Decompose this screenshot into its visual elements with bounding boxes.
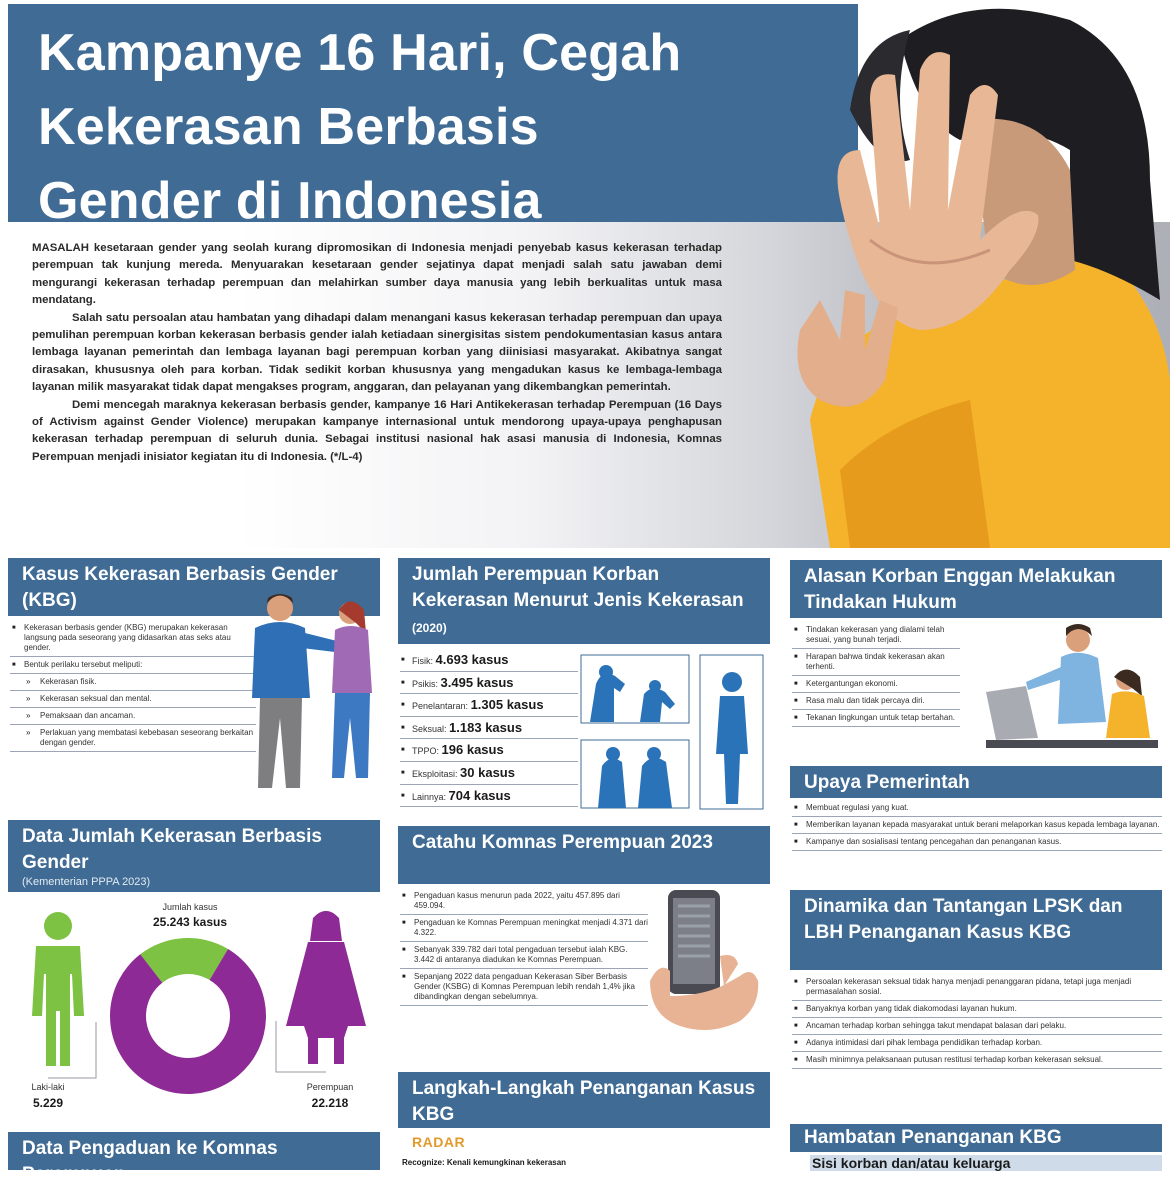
kbg-title-text: Kasus Kekerasan Berbasis Gender (KBG) — [22, 564, 338, 611]
list-item: ■ Ancaman terhadap korban sehingga takut mendapat balasan dari pelaku. — [792, 1018, 1162, 1035]
intro-paragraph: Demi mencegah maraknya kekerasan berbasis gender, kampanye 16 Hari Antikekerasan terhadap Perempuan (16 Days of Activism against Gender Violence) merupakan kampanye internasional untuk mendorong upaya-upaya penghapusan kekerasan terhadap perempuan di seluruh dunia. Sebagai institusi nasional hak asasi manusia di Indonesia, Komnas Perempuan menjadi inisiator kegiatan itu di Indonesia. (*/L-4) — [32, 398, 722, 463]
alasan-title-text: Alasan Korban Enggan Melakukan Tindakan Hukum — [804, 566, 1116, 613]
list-item: ■ Sepanjang 2022 data pengaduan Kekerasan Siber Berbasis Gender (KSBG) di Komnas Perempuan lebih rendah 1,4% jika dibandingkan dengan sebelumnya. — [400, 969, 648, 1006]
list-item: ■ Sebanyak 339.782 dari total pengaduan tersebut ialah KBG. 3.442 di antaranya diadukan ke Komnas Perempuan. — [400, 942, 648, 969]
list-item: ■ Psikis: 3.495 kasus — [400, 672, 578, 695]
list-item: ■ Tindakan kekerasan yang dialami telah sesuai, yang bunah terjadi. — [792, 622, 960, 649]
list-subitem: » Perlakuan yang membatasi kebebasan seseorang berkaitan dengan gender. — [10, 725, 256, 752]
list-item: ■ Memberikan layanan kepada masyarakat untuk berani melaporkan kasus kepada lembaga layanan. — [792, 817, 1162, 834]
langkah-first-item: Recognize: Kenali kemungkinan kekerasan — [402, 1158, 567, 1167]
catahu-panel-title — [398, 826, 770, 884]
male-figure-icon — [32, 912, 84, 1066]
title-line: Kampanye 16 Hari, Cegah — [38, 24, 682, 82]
data-jumlah-source: (Kementerian PPPA 2023) — [22, 876, 151, 888]
list-item: ■ Rasa malu dan tidak percaya diri. — [792, 693, 960, 710]
langkah-panel-title — [398, 1072, 770, 1128]
list-item: ■ Adanya intimidasi dari pihak lembaga pendidikan terhadap korban. — [792, 1035, 1162, 1052]
donut-total-label: Jumlah kasus — [162, 902, 218, 912]
list-subitem: » Kekerasan fisik. — [10, 674, 256, 691]
data-jumlah-title-text: Data Jumlah Kekerasan Berbasis Gender — [22, 826, 322, 873]
upaya-list — [792, 800, 1162, 851]
list-item: ■ Eksploitasi: 30 kasus — [400, 762, 578, 785]
title-line: Gender di Indonesia — [38, 172, 542, 230]
list-item: ■ Kampanye dan sosialisasi tentang pencegahan dan penanganan kasus. — [792, 834, 1162, 851]
jumlah-title-text: Jumlah Perempuan Korban Kekerasan Menurut Jenis Kekerasan — [412, 564, 744, 611]
upaya-panel-title — [790, 766, 1162, 798]
hambatan-panel-title — [790, 1124, 1162, 1152]
hambatan-first-line: Sisi korban dan/atau keluarga — [810, 1155, 1162, 1171]
list-item: ■ Penelantaran: 1.305 kasus — [400, 694, 578, 717]
jumlah-year: (2020) — [412, 621, 447, 635]
jenis-kekerasan-list — [400, 649, 578, 807]
list-item: ■ Kekerasan berbasis gender (KBG) merupakan kekerasan langsung pada seseorang yang didasarkan atas seks atau gender. — [10, 620, 256, 657]
dinamika-list — [792, 974, 1162, 1069]
title-line: Kekerasan Berbasis — [38, 98, 539, 156]
dinamika-panel-title — [790, 890, 1162, 970]
woman-defending-illustration — [770, 0, 1170, 548]
list-item: ■ Harapan bahwa tindak kekerasan akan terhenti. — [792, 649, 960, 676]
donut-group — [110, 938, 266, 1094]
data-jumlah-panel-title — [8, 820, 380, 892]
hero-section — [0, 0, 1170, 548]
counseling-illustration — [966, 622, 1162, 758]
male-value: 5.229 — [32, 1096, 64, 1110]
list-subitem: » Kekerasan seksual dan mental. — [10, 691, 256, 708]
list-item: ■ Fisik: 4.693 kasus — [400, 649, 578, 672]
hambatan-title-text: Hambatan Penanganan KBG — [804, 1127, 1062, 1148]
langkah-title-text: Langkah-Langkah Penanganan Kasus KBG — [412, 1078, 756, 1125]
gender-donut-chart — [8, 896, 380, 1122]
catahu-title-text: Catahu Komnas Perempuan 2023 — [412, 832, 713, 853]
intro-paragraph: MASALAH kesetaraan gender yang seolah kurang dipromosikan di Indonesia menjadi penyebab kasus kekerasan terhadap perempuan tak kunjung mereda. Menyuarakan kesetaraan gender sejatinya dapat menjadi salah satu jawaban demi mengurangi kekerasan terhadap perempuan dan melahirkan sumber daya manusia yang lebih berkualitas untuk masa mendatang. — [32, 242, 722, 307]
list-item: ■ Pengaduan ke Komnas Perempuan meningkat menjadi 4.371 dari 4.322. — [400, 915, 648, 942]
list-item: ■ Masih minimnya pelaksanaan putusan restitusi terhadap korban kekerasan seksual. — [792, 1052, 1162, 1069]
female-label: Perempuan — [306, 1082, 354, 1092]
couple-argument-illustration — [240, 588, 380, 800]
upaya-title-text: Upaya Pemerintah — [804, 772, 970, 793]
kbg-list — [10, 620, 256, 752]
list-item: ■ TPPO: 196 kasus — [400, 739, 578, 762]
jumlah-panel-title — [398, 558, 770, 644]
violence-silhouettes-illustration — [580, 654, 764, 810]
hand-holding-phone-illustration — [640, 886, 770, 1036]
list-item: ■ Tekanan lingkungan untuk tetap bertahan. — [792, 710, 960, 727]
pengaduan-panel-title — [8, 1132, 380, 1185]
list-item: ■ Lainnya: 704 kasus — [400, 785, 578, 808]
male-label: Laki-laki — [31, 1082, 65, 1092]
dinamika-title-text: Dinamika dan Tantangan LPSK dan LBH Penanganan Kasus KBG — [804, 896, 1123, 943]
catahu-list — [400, 888, 648, 1006]
list-item: ■ Seksual: 1.183 kasus — [400, 717, 578, 740]
list-item: ■ Pengaduan kasus menurun pada 2022, yaitu 457.895 dari 459.094. — [400, 888, 648, 915]
list-item: ■ Bentuk perilaku tersebut meliputi: — [10, 657, 256, 674]
page-title — [38, 16, 818, 238]
list-subitem: » Pemaksaan dan ancaman. — [10, 708, 256, 725]
list-item: ■ Ketergantungan ekonomi. — [792, 676, 960, 693]
list-item: ■ Membuat regulasi yang kuat. — [792, 800, 1162, 817]
alasan-panel-title — [790, 560, 1162, 618]
intro-paragraph: Salah satu persoalan atau hambatan yang dihadapi dalam menangani kasus kekerasan terhadap perempuan dan upaya pemulihan perempuan korban kekerasan berbasis gender ialah ketiadaan sinergisitas sistem pendokumentasian kasus antara lembaga layanan pemerintah dan lembaga layanan bagi perempuan korban yang diinisiasi masyarakat. Akibatnya sangat dirasakan, khususnya oleh para korban. Tidak sedikit korban khususnya yang mengadukan kasus ke lembaga-lembaga layanan milik masyarakat tidak dapat mengakses program, anggaran, dan pelayanan yang dikembangkan pemerintah. — [32, 311, 722, 394]
intro-text — [32, 240, 722, 466]
pengaduan-title-text: Data Pengaduan ke Komnas Perempuan — [22, 1138, 278, 1185]
female-figure-icon — [286, 911, 366, 1064]
radar-label: RADAR — [412, 1134, 466, 1150]
donut-total-value: 25.243 kasus — [152, 915, 228, 929]
female-value: 22.218 — [311, 1096, 349, 1110]
alasan-list — [792, 622, 960, 727]
list-item: ■ Persoalan kekerasan seksual tidak hanya menjadi penanggaran pidana, tetapi juga menjadi permasalahan sosial. — [792, 974, 1162, 1001]
list-item: ■ Banyaknya korban yang tidak diakomodasi layanan hukum. — [792, 1001, 1162, 1018]
